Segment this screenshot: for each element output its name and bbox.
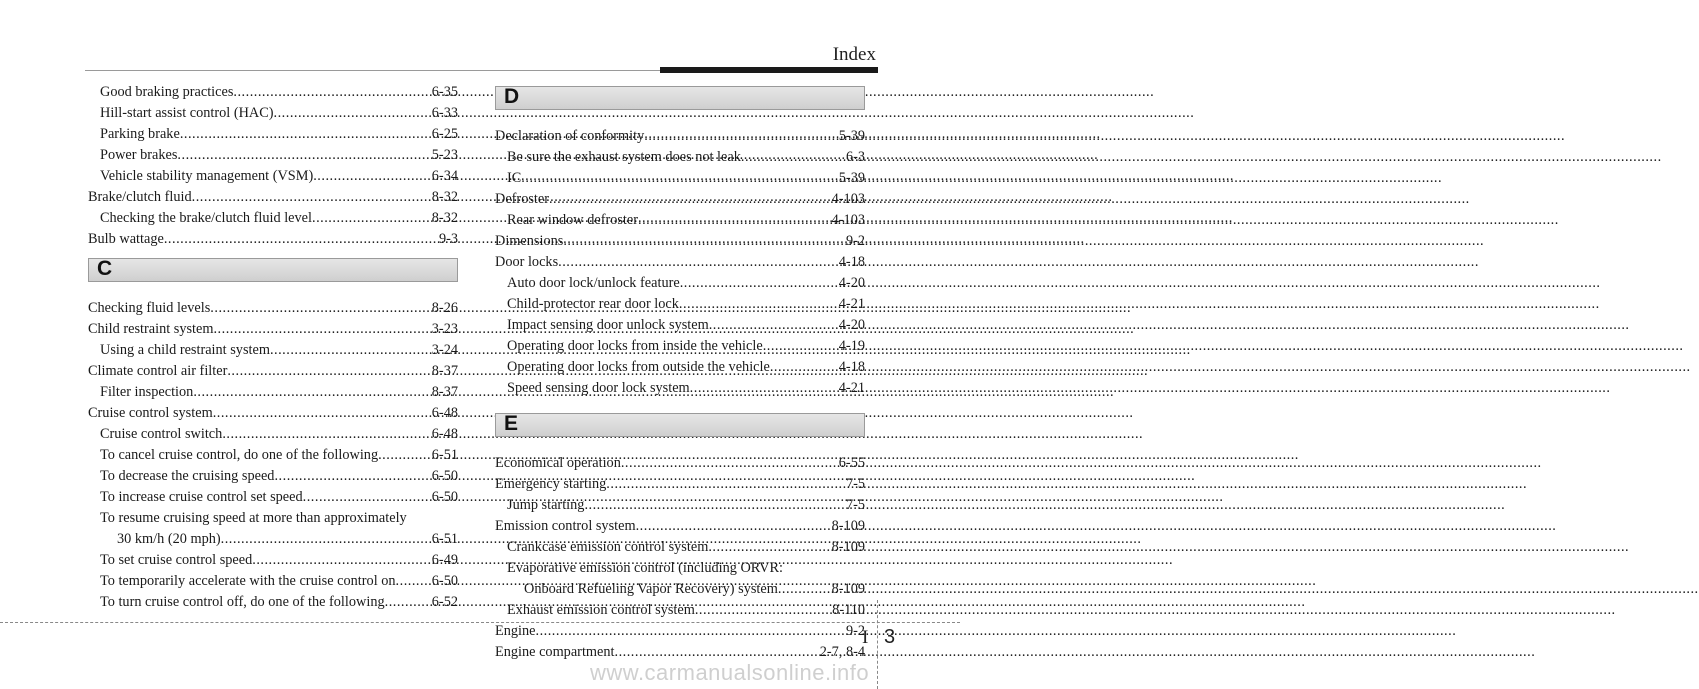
index-entry (495, 516, 865, 537)
entry-text: Checking fluid levels (88, 300, 211, 316)
entry-page: 6-50 (431, 489, 458, 505)
entry-text: Jump starting (507, 497, 585, 513)
entry-page: 4-18 (838, 359, 865, 375)
index-entry (88, 508, 458, 529)
index-entry (88, 319, 458, 340)
entry-page: 6-50 (431, 573, 458, 589)
entry-page: 4-21 (838, 296, 865, 312)
leader-dots (778, 579, 832, 600)
left-top-entries (88, 82, 458, 250)
entry-page: 5-39 (838, 170, 865, 186)
entry-page: 3-23 (431, 321, 458, 337)
entry-page: 8-32 (431, 189, 458, 205)
entry-text: To cancel cruise control, do one of the following (100, 447, 379, 463)
index-entry (88, 340, 458, 361)
entry-text: Onboard Refueling Vapor Recovery) system (524, 581, 778, 597)
index-entry (495, 495, 865, 516)
index-entry (88, 403, 458, 424)
entry-text: Emission control system (495, 518, 636, 534)
leader-dots (312, 208, 432, 229)
footer-divider (877, 600, 878, 689)
leader-dots (396, 571, 432, 592)
entry-page: 9-3 (438, 231, 458, 247)
entry-page: 5-23 (431, 147, 458, 163)
entry-text: Economical operation (495, 455, 621, 471)
index-entry (88, 487, 458, 508)
section-d-header (495, 86, 865, 110)
index-entry (88, 361, 458, 382)
index-entry (495, 558, 865, 579)
index-entry (88, 82, 458, 103)
leader-dots (679, 294, 839, 315)
entry-text: Child restraint system (88, 321, 214, 337)
entry-page: 4-20 (838, 275, 865, 291)
right-column (495, 82, 865, 663)
index-entry (495, 336, 865, 357)
entry-page: 6-3 (845, 149, 865, 165)
leader-dots (233, 82, 431, 103)
index-entry (495, 315, 865, 336)
entry-page: 8-109 (831, 539, 865, 555)
entry-page: 6-55 (838, 455, 865, 471)
entry-page: 8-32 (431, 210, 458, 226)
entry-page: 4-21 (838, 380, 865, 396)
entry-text: Brake/clutch fluid (88, 189, 192, 205)
section-e-header (495, 413, 865, 437)
entry-page: 8-37 (431, 363, 458, 379)
index-entry (88, 592, 458, 613)
leader-dots (690, 378, 839, 399)
entry-text: Power brakes (100, 147, 178, 163)
entry-text: Speed sensing door lock system (507, 380, 690, 396)
index-entry (495, 537, 865, 558)
entry-text: 30 km/h (20 mph) (117, 531, 221, 547)
entry-page: 6-50 (431, 468, 458, 484)
entry-text: Evaporative emission control (including ORVR: (507, 560, 784, 576)
leader-dots (770, 357, 839, 378)
index-entry (88, 166, 458, 187)
entry-text: To set cruise control speed (100, 552, 253, 568)
entry-text: Door locks (495, 254, 559, 270)
leader-dots (177, 145, 431, 166)
section-d-entries (495, 126, 865, 399)
section-c-header (88, 258, 458, 282)
index-entry (495, 231, 865, 252)
entry-page: 8-110 (832, 602, 865, 618)
entry-page: 8-37 (431, 384, 458, 400)
leader-dots (180, 124, 432, 145)
index-entry (495, 357, 865, 378)
footer-section: I (862, 627, 869, 648)
entry-page: 7-5 (845, 476, 865, 492)
entry-page: 5-39 (838, 128, 865, 144)
entry-text: Hill-start assist control (HAC) (100, 105, 274, 121)
entry-text: Declaration of conformity (495, 128, 645, 144)
leader-dots (563, 231, 846, 252)
section-c-letter: C (97, 257, 113, 280)
entry-text: Dimensions (495, 233, 564, 249)
entry-page: 6-33 (431, 105, 458, 121)
entry-page: 6-48 (431, 426, 458, 442)
leader-dots (210, 298, 431, 319)
index-entry (495, 474, 865, 495)
entry-text: Auto door lock/unlock feature (507, 275, 680, 291)
leader-dots (536, 621, 846, 642)
entry-page: 3-24 (431, 342, 458, 358)
entry-page: 8-26 (431, 300, 458, 316)
entry-text: Using a child restraint system (100, 342, 270, 358)
entry-text: To resume cruising speed at more than approximately (100, 510, 407, 526)
index-entry (495, 126, 865, 147)
entry-text: Child-protector rear door lock (507, 296, 679, 312)
entry-page: 9-2 (845, 233, 865, 249)
entry-page: 9-2 (845, 623, 865, 639)
leader-dots (303, 487, 432, 508)
entry-page: 2-7, 8-4 (819, 644, 865, 660)
entry-text: Parking brake (100, 126, 180, 142)
leader-dots (222, 424, 431, 445)
index-entry (88, 103, 458, 124)
entry-text: Vehicle stability management (VSM) (100, 168, 314, 184)
index-entry (495, 210, 865, 231)
entry-page: 6-49 (431, 552, 458, 568)
leader-dots (252, 550, 432, 571)
index-entry (88, 124, 458, 145)
entry-text: Operating door locks from inside the vehicle (507, 338, 763, 354)
entry-page: 4-19 (838, 338, 865, 354)
leader-dots (621, 453, 839, 474)
entry-text: To temporarily accelerate with the cruise control on (100, 573, 396, 589)
index-entry (495, 378, 865, 399)
entry-text: Exhaust emission control system (507, 602, 695, 618)
leader-dots (193, 382, 431, 403)
leader-dots (638, 210, 832, 231)
entry-page: 6-51 (431, 531, 458, 547)
leader-dots (521, 168, 838, 189)
entry-page: 8-109 (831, 581, 865, 597)
index-entry (495, 252, 865, 273)
index-entry (495, 453, 865, 474)
entry-page: 7-5 (845, 497, 865, 513)
index-entry (88, 208, 458, 229)
entry-text: Filter inspection (100, 384, 194, 400)
entry-text: Operating door locks from outside the vehicle (507, 359, 770, 375)
entry-page: 6-51 (431, 447, 458, 463)
section-d-letter: D (504, 85, 520, 108)
leader-dots (221, 529, 432, 550)
leader-dots (378, 445, 432, 466)
header-accent-bar (660, 67, 878, 73)
entry-page: 4-18 (838, 254, 865, 270)
left-column (88, 82, 458, 613)
entry-text: Impact sensing door unlock system (507, 317, 709, 333)
entry-text: Be sure the exhaust system does not leak (507, 149, 741, 165)
section-c-entries (88, 298, 458, 613)
leader-dots (192, 187, 432, 208)
leader-dots (164, 229, 439, 250)
entry-text: Crankcase emission control system (507, 539, 709, 555)
index-entry (88, 424, 458, 445)
section-e-letter: E (504, 412, 519, 435)
index-entry (495, 600, 865, 621)
entry-text: Rear window defroster (507, 212, 639, 228)
index-entry (88, 187, 458, 208)
leader-dots (274, 103, 432, 124)
entry-page: 6-34 (431, 168, 458, 184)
entry-text: To increase cruise control set speed (100, 489, 303, 505)
entry-page: 6-25 (431, 126, 458, 142)
entry-text: To turn cruise control off, do one of the following (100, 594, 385, 610)
leader-dots (270, 340, 432, 361)
entry-page: 8-109 (831, 518, 865, 534)
index-entry (495, 621, 865, 642)
entry-text: Checking the brake/clutch fluid level (100, 210, 312, 226)
entry-text: Cruise control system (88, 405, 213, 421)
index-entry (88, 298, 458, 319)
index-entry (495, 273, 865, 294)
leader-dots (549, 189, 832, 210)
leader-dots (708, 537, 831, 558)
entry-text: Emergency starting (495, 476, 607, 492)
index-entry-continuation (88, 529, 458, 550)
entry-text: Climate control air filter (88, 363, 228, 379)
entry-text: Bulb wattage (88, 231, 164, 247)
leader-dots (313, 166, 432, 187)
entry-text: To decrease the cruising speed (100, 468, 275, 484)
leader-dots (763, 336, 839, 357)
header-title: Index (832, 44, 876, 65)
entry-text: Engine (495, 623, 536, 639)
footer-rule (0, 622, 960, 623)
index-entry-continuation (495, 579, 865, 600)
leader-dots (274, 466, 431, 487)
index-entry (495, 168, 865, 189)
index-entry (88, 382, 458, 403)
leader-dots (644, 126, 839, 147)
entry-text: Engine compartment (495, 644, 615, 660)
index-entry (495, 189, 865, 210)
entry-text: Defroster (495, 191, 549, 207)
entry-page: 4-20 (838, 317, 865, 333)
entry-page: 4-103 (831, 191, 865, 207)
index-entry (88, 229, 458, 250)
entry-page: 4-103 (831, 212, 865, 228)
index-entry (88, 466, 458, 487)
index-entry (88, 571, 458, 592)
leader-dots (680, 273, 839, 294)
entry-text: Good braking practices (100, 84, 234, 100)
entry-text: IC (507, 170, 522, 186)
leader-dots (709, 315, 839, 336)
leader-dots (213, 319, 431, 340)
leader-dots (385, 592, 432, 613)
leader-dots (213, 403, 432, 424)
page-number: 3 (884, 626, 896, 648)
entry-page: 6-48 (431, 405, 458, 421)
entry-page: 6-35 (431, 84, 458, 100)
leader-dots (695, 600, 832, 621)
leader-dots (584, 495, 845, 516)
leader-dots (741, 147, 846, 168)
entry-text: Cruise control switch (100, 426, 223, 442)
index-entry (495, 294, 865, 315)
entry-page: 6-52 (431, 594, 458, 610)
index-entry (88, 145, 458, 166)
section-e-entries (495, 453, 865, 663)
leader-dots (558, 252, 839, 273)
index-entry (88, 445, 458, 466)
leader-dots (636, 516, 832, 537)
index-entry (88, 550, 458, 571)
watermark: www.carmanualsonline.info (590, 660, 870, 685)
index-entry (495, 147, 865, 168)
leader-dots (606, 474, 846, 495)
leader-dots (227, 361, 431, 382)
